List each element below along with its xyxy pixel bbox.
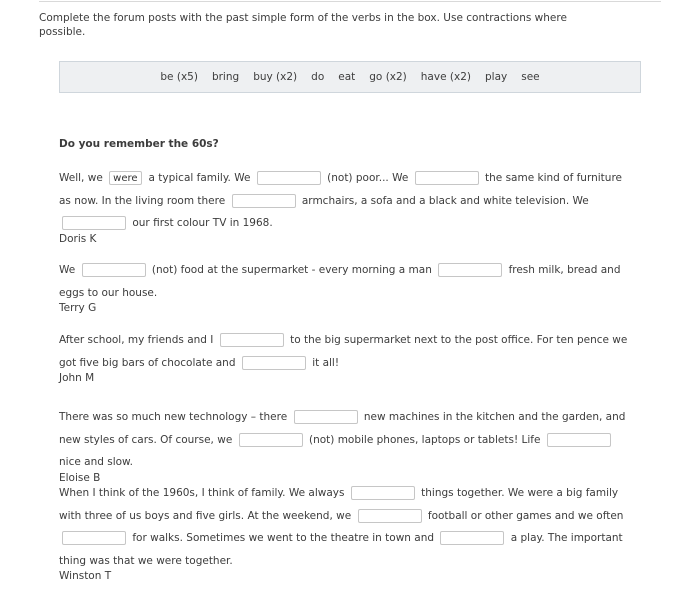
word-box-item: see [521,71,540,83]
word-box-item: bring [211,71,240,83]
post-text: There was so much new technology – there [59,411,288,423]
post-text: for walks. Sometimes we went to the theatre in town and [132,532,435,544]
post-author: Doris K [59,232,97,245]
section-heading: Do you remember the 60s? [59,138,219,150]
post-text: armchairs, a sofa and a black and white television. We [301,194,589,207]
word-box [59,61,641,93]
word-box-item: buy (x2) [253,71,298,83]
post-text: a typical family. We [148,172,251,184]
answer-input[interactable] [242,356,306,370]
answer-input[interactable] [438,263,502,277]
post-author: John M [59,372,95,384]
post-text: (not) food at the supermarket - every morning a man [151,264,432,276]
post-text: football or other games and we often [427,509,624,522]
post-text: (not) mobile phones, laptops or tablets! Life [308,433,541,446]
post-author: Eloise B [59,471,101,484]
answer-input[interactable] [358,509,422,523]
post-text: our first colour TV in 1968. [132,217,273,229]
forum-post-terry [59,259,629,315]
answer-input[interactable] [547,433,611,447]
word-box-item: play [484,71,508,83]
answer-input[interactable] [82,263,146,277]
word-box-item: do [311,71,325,83]
answer-input[interactable] [62,216,126,230]
top-divider [39,1,661,2]
exercise-instructions: Complete the forum posts with the past simple form of the verbs in the box. Use contractions where possible. [39,12,567,38]
answer-input[interactable] [440,531,504,545]
answer-input[interactable] [220,333,284,347]
post-text: Well, we [59,172,103,184]
answer-input[interactable] [62,531,126,545]
forum-post-john [59,329,629,385]
answer-input[interactable] [232,194,296,208]
post-text: When I think of the 1960s, I think of family. We always [59,487,345,499]
answer-input[interactable] [351,486,415,500]
post-text: (not) poor... We [327,172,409,184]
post-text: to the big supermarket next to the post office. For ten pence we got five big bars of chocolate and [59,334,628,369]
forum-post-winston [59,482,629,583]
post-text: nice and slow. [59,456,134,468]
word-box-item: have (x2) [420,71,471,83]
word-box-item: be (x5) [160,71,198,83]
post-text: things together. We were a big family with three of us boys and five girls. At the weekend, we [59,487,619,522]
answer-input[interactable] [239,433,303,447]
forum-post-doris [59,167,629,246]
word-box-item: go (x2) [369,71,407,83]
post-text: it all! [312,356,340,369]
forum-post-eloise [59,406,629,485]
word-box-item: eat [338,71,356,83]
answer-input[interactable] [415,171,479,185]
post-author: Winston T [59,570,112,582]
post-text: fresh milk, bread and eggs to our house. [59,264,621,299]
answer-input[interactable] [257,171,321,185]
post-text: the same kind of furniture as now. In the living room there [59,172,622,207]
answer-input[interactable] [109,171,142,185]
post-text: a play. The important thing was that we were together. [59,532,623,567]
answer-input[interactable] [294,410,358,424]
post-text: After school, my friends and I [59,334,214,346]
post-text: new machines in the kitchen and the garden, and new styles of cars. Of course, we [59,411,626,446]
post-text: We [59,264,76,276]
post-author: Terry G [59,302,97,314]
